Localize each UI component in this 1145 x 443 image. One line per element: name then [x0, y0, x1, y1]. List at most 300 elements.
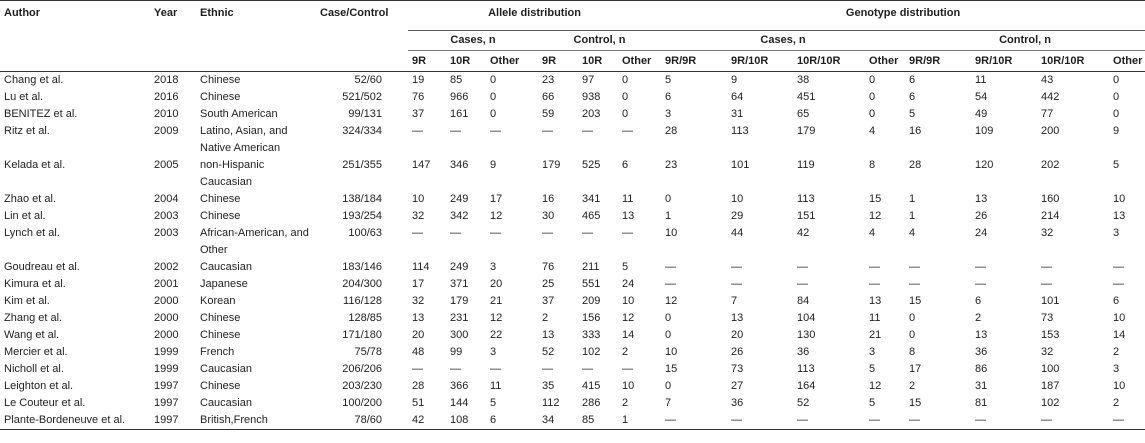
header-allele-control: Control, n — [538, 31, 661, 51]
author-cell: Lu et al. — [4, 91, 44, 103]
year-cell: 2001 — [154, 278, 179, 290]
value-cell: 12 — [490, 312, 503, 324]
value-cell: — — [412, 227, 423, 239]
value-cell: 966 — [450, 91, 469, 103]
value-cell: — — [542, 125, 553, 137]
value-cell: 179 — [797, 125, 816, 137]
value-cell: 1 — [909, 210, 916, 222]
case-control-cell: 116/128 — [343, 295, 382, 307]
author-cell: Kelada et al. — [4, 159, 66, 171]
value-cell: 300 — [450, 329, 469, 341]
value-cell: — — [1037, 412, 1109, 430]
value-cell: — — [869, 261, 881, 273]
value-cell: 73 — [1041, 312, 1054, 324]
value-cell: — — [582, 125, 593, 137]
value-cell: 85 — [450, 74, 463, 86]
value-cell: 0 — [869, 108, 876, 120]
value-cell: 151 — [797, 210, 816, 222]
author-cell: Zhao et al. — [4, 193, 56, 205]
value-cell: 15 — [909, 295, 922, 307]
value-cell: — — [1109, 412, 1145, 430]
value-cell: 0 — [909, 329, 916, 341]
author-cell: Kimura et al. — [4, 278, 66, 290]
author-cell: Goudreau et al. — [4, 261, 80, 273]
year-cell: 2002 — [154, 261, 179, 273]
value-cell: 102 — [1041, 397, 1060, 409]
value-cell: 32 — [1041, 227, 1054, 239]
value-cell: 211 — [582, 261, 600, 273]
value-cell: 0 — [1113, 74, 1120, 86]
value-cell: 22 — [490, 329, 503, 341]
value-cell: 3 — [490, 261, 497, 273]
value-cell: 5 — [1113, 159, 1120, 171]
value-cell: — — [622, 363, 633, 375]
case-control-cell: 75/78 — [354, 346, 382, 358]
value-cell: — — [793, 412, 865, 430]
value-cell: 3 — [1113, 363, 1120, 375]
case-control-cell: 193/254 — [342, 210, 382, 222]
col-header-allele: 9R — [538, 51, 578, 72]
value-cell: 32 — [1041, 346, 1054, 358]
value-cell: 28 — [665, 125, 678, 137]
value-cell: 10 — [1113, 312, 1126, 324]
value-cell: 11 — [622, 193, 634, 205]
value-cell: 1 — [909, 193, 916, 205]
value-cell: 7 — [665, 397, 672, 409]
value-cell: 13 — [542, 329, 555, 341]
author-cell: BENITEZ et al. — [4, 108, 78, 120]
value-cell: 31 — [731, 108, 744, 120]
value-cell: 104 — [797, 312, 816, 324]
value-cell: 81 — [975, 397, 988, 409]
value-cell: 14 — [622, 329, 635, 341]
year-cell: 2000 — [154, 295, 179, 307]
value-cell: 5 — [622, 261, 629, 273]
value-cell: 42 — [408, 412, 446, 430]
value-cell: 25 — [542, 278, 555, 290]
author-cell: Chang et al. — [4, 74, 64, 86]
value-cell: 144 — [450, 397, 469, 409]
value-cell: — — [1113, 278, 1125, 290]
ethnic-cell: Korean — [200, 295, 236, 307]
case-control-cell: 78/60 — [316, 412, 408, 430]
value-cell: 0 — [665, 312, 672, 324]
value-cell: 4 — [869, 125, 876, 137]
value-cell: — — [1041, 261, 1053, 273]
year-cell: 1997 — [154, 397, 179, 409]
value-cell: 6 — [975, 295, 982, 307]
author-cell: Kim et al. — [4, 295, 50, 307]
table-row — [0, 89, 1145, 106]
value-cell: 32 — [412, 210, 425, 222]
value-cell: 32 — [412, 295, 425, 307]
value-cell: 0 — [665, 193, 672, 205]
value-cell: 28 — [909, 159, 922, 171]
ethnic-cell: Chinese — [200, 312, 241, 324]
header-case-control: Case/Control — [316, 1, 408, 72]
value-cell: — — [542, 363, 553, 375]
value-cell: 109 — [975, 125, 994, 137]
author-cell: Plante-Bordeneuve et al. — [0, 412, 150, 430]
col-header-genotype: Other — [865, 51, 905, 72]
table-row — [0, 157, 1145, 191]
value-cell: 0 — [490, 91, 497, 103]
value-cell: — — [665, 261, 677, 273]
col-header-allele: 10R — [578, 51, 618, 72]
value-cell: 160 — [1041, 193, 1060, 205]
value-cell: 23 — [665, 159, 678, 171]
ethnic-cell: Latino, Asian, and Native American — [200, 125, 288, 154]
value-cell: 23 — [542, 74, 555, 86]
case-control-cell: 100/200 — [342, 397, 382, 409]
author-cell: Ritz et al. — [4, 125, 50, 137]
value-cell: 77 — [1041, 108, 1054, 120]
value-cell: 34 — [538, 412, 578, 430]
value-cell: 11 — [490, 380, 502, 392]
value-cell: 101 — [731, 159, 750, 171]
value-cell: 13 — [622, 210, 635, 222]
value-cell: 451 — [797, 91, 816, 103]
header-genotype-distribution: Genotype distribution — [661, 1, 1145, 31]
value-cell: 12 — [665, 295, 678, 307]
col-header-allele: 10R — [446, 51, 486, 72]
value-cell: 13 — [975, 193, 988, 205]
value-cell: — — [909, 278, 921, 290]
value-cell: 12 — [490, 210, 503, 222]
value-cell: 214 — [1041, 210, 1060, 222]
value-cell: 9 — [1113, 125, 1120, 137]
value-cell: — — [450, 363, 461, 375]
table-row — [0, 327, 1145, 344]
table-row — [0, 208, 1145, 225]
value-cell: — — [869, 278, 881, 290]
value-cell: 2 — [975, 312, 982, 324]
year-cell: 1999 — [154, 346, 179, 358]
value-cell: 97 — [582, 74, 595, 86]
value-cell: 19 — [412, 74, 425, 86]
author-cell: Nicholl et al. — [4, 363, 64, 375]
value-cell: 114 — [412, 261, 430, 273]
value-cell: 66 — [542, 91, 555, 103]
col-header-genotype: 9R/10R — [727, 51, 793, 72]
value-cell: 333 — [582, 329, 601, 341]
value-cell: 16 — [542, 193, 555, 205]
ethnic-cell: Japanese — [200, 278, 248, 290]
value-cell: 13 — [975, 329, 988, 341]
value-cell: 108 — [446, 412, 486, 430]
author-cell: Lynch et al. — [4, 227, 60, 239]
value-cell: 231 — [450, 312, 469, 324]
value-cell: 10 — [1113, 380, 1126, 392]
value-cell: 36 — [797, 346, 810, 358]
value-cell: 0 — [490, 108, 497, 120]
value-cell: 26 — [731, 346, 744, 358]
value-cell: — — [490, 363, 501, 375]
value-cell: 0 — [622, 108, 629, 120]
author-cell: Wang et al. — [4, 329, 60, 341]
value-cell: — — [622, 125, 633, 137]
value-cell: 0 — [869, 91, 876, 103]
value-cell: 203 — [582, 108, 601, 120]
value-cell: 17 — [412, 278, 425, 290]
value-cell: 6 — [909, 91, 916, 103]
value-cell: — — [797, 278, 809, 290]
value-cell: 59 — [542, 108, 555, 120]
value-cell: 11 — [869, 312, 881, 324]
value-cell: 346 — [450, 159, 469, 171]
value-cell: 3 — [665, 108, 672, 120]
value-cell: — — [665, 278, 677, 290]
value-cell: 24 — [975, 227, 988, 239]
header-year: Year — [150, 1, 196, 72]
value-cell: 12 — [622, 312, 635, 324]
value-cell: 179 — [542, 159, 561, 171]
table-row — [0, 395, 1145, 412]
ethnic-cell: Chinese — [200, 193, 241, 205]
value-cell: 13 — [1113, 210, 1126, 222]
header-author: Author — [0, 1, 150, 72]
value-cell: 52 — [797, 397, 810, 409]
value-cell: 6 — [622, 159, 629, 171]
value-cell: 14 — [1113, 329, 1126, 341]
value-cell: 15 — [909, 397, 922, 409]
value-cell: — — [971, 412, 1037, 430]
header-genotype-cases: Cases, n — [661, 31, 905, 51]
value-cell: 5 — [869, 397, 876, 409]
year-cell: 2000 — [154, 312, 179, 324]
ethnic-cell: non-Hispanic Caucasian — [200, 159, 265, 188]
value-cell: 2 — [622, 397, 629, 409]
value-cell: — — [622, 227, 633, 239]
value-cell: 112 — [542, 397, 560, 409]
col-header-genotype: 10R/10R — [1037, 51, 1109, 72]
case-control-cell: 521/502 — [342, 91, 382, 103]
value-cell: — — [412, 363, 423, 375]
value-cell: 153 — [1041, 329, 1060, 341]
value-cell: — — [797, 261, 809, 273]
value-cell: 179 — [450, 295, 469, 307]
case-control-cell: 100/63 — [348, 227, 382, 239]
value-cell: 37 — [412, 108, 425, 120]
value-cell: — — [865, 412, 905, 430]
value-cell: — — [731, 278, 743, 290]
ethnic-cell: British,French — [196, 412, 316, 430]
value-cell: 101 — [1041, 295, 1060, 307]
value-cell: 187 — [1041, 380, 1060, 392]
value-cell: 84 — [797, 295, 810, 307]
year-cell: 1997 — [154, 380, 179, 392]
value-cell: 10 — [622, 380, 635, 392]
header-allele-distribution: Allele distribution — [408, 1, 661, 31]
year-cell: 2010 — [154, 108, 179, 120]
table-row — [0, 344, 1145, 361]
value-cell: 0 — [909, 312, 916, 324]
value-cell: 202 — [1041, 159, 1060, 171]
value-cell: 3 — [490, 346, 497, 358]
value-cell: 119 — [797, 159, 815, 171]
table-row — [0, 72, 1145, 90]
value-cell: 42 — [797, 227, 810, 239]
value-cell: 35 — [542, 380, 555, 392]
value-cell: 100 — [1041, 363, 1060, 375]
value-cell: 5 — [909, 108, 916, 120]
year-cell: 2004 — [154, 193, 179, 205]
case-control-cell: 128/85 — [348, 312, 382, 324]
value-cell: 2 — [1113, 346, 1120, 358]
value-cell: 415 — [582, 380, 601, 392]
value-cell: 6 — [909, 74, 916, 86]
value-cell: 209 — [582, 295, 601, 307]
value-cell: 0 — [665, 329, 672, 341]
case-control-cell: 203/230 — [342, 380, 382, 392]
value-cell: 2 — [1113, 397, 1120, 409]
value-cell: 21 — [869, 329, 882, 341]
author-cell: Le Couteur et al. — [4, 397, 86, 409]
value-cell: 27 — [731, 380, 744, 392]
value-cell: 17 — [490, 193, 503, 205]
value-cell: — — [412, 125, 423, 137]
col-header-genotype: 9R/10R — [971, 51, 1037, 72]
value-cell: — — [727, 412, 793, 430]
value-cell: — — [542, 227, 553, 239]
value-cell: — — [1041, 278, 1053, 290]
value-cell: 4 — [869, 227, 876, 239]
value-cell: — — [490, 227, 501, 239]
value-cell: 0 — [665, 380, 672, 392]
value-cell: 20 — [412, 329, 425, 341]
value-cell: 15 — [869, 193, 882, 205]
value-cell: 13 — [412, 312, 425, 324]
value-cell: 0 — [622, 74, 629, 86]
value-cell: 99 — [450, 346, 463, 358]
value-cell: 4 — [909, 227, 916, 239]
value-cell: 1 — [665, 210, 672, 222]
year-cell: 2016 — [154, 91, 179, 103]
value-cell: 9 — [490, 159, 497, 171]
value-cell: 20 — [731, 329, 744, 341]
value-cell: 28 — [412, 380, 425, 392]
value-cell: 2 — [542, 312, 549, 324]
table-row — [0, 259, 1145, 276]
value-cell: 48 — [412, 346, 425, 358]
value-cell: 44 — [731, 227, 744, 239]
value-cell: 29 — [731, 210, 744, 222]
value-cell: — — [905, 412, 971, 430]
value-cell: 49 — [975, 108, 988, 120]
value-cell: 30 — [542, 210, 555, 222]
value-cell: 36 — [731, 397, 744, 409]
header-allele-cases: Cases, n — [408, 31, 538, 51]
value-cell: 0 — [1113, 91, 1120, 103]
value-cell: 10 — [622, 295, 635, 307]
year-cell: 2009 — [154, 125, 179, 137]
value-cell: — — [1113, 261, 1125, 273]
value-cell: 76 — [412, 91, 425, 103]
value-cell: 52 — [542, 346, 555, 358]
value-cell: 21 — [490, 295, 503, 307]
value-cell: 17 — [909, 363, 922, 375]
value-cell: 76 — [542, 261, 555, 273]
value-cell: 86 — [975, 363, 988, 375]
value-cell: 38 — [797, 74, 810, 86]
value-cell: 6 — [486, 412, 538, 430]
value-cell: — — [450, 125, 461, 137]
ethnic-cell: Caucasian — [200, 397, 252, 409]
value-cell: 164 — [797, 380, 816, 392]
value-cell: 3 — [1113, 227, 1120, 239]
ethnic-cell: Chinese — [200, 74, 241, 86]
value-cell: 51 — [412, 397, 425, 409]
value-cell: — — [975, 278, 987, 290]
author-cell: Leighton et al. — [4, 380, 74, 392]
table-row — [0, 106, 1145, 123]
year-cell: 1999 — [154, 363, 179, 375]
value-cell: 1 — [618, 412, 661, 430]
case-control-cell: 52/60 — [354, 74, 382, 86]
value-cell: 0 — [869, 74, 876, 86]
ethnic-cell: Chinese — [200, 210, 241, 222]
value-cell: 12 — [869, 210, 882, 222]
value-cell: 10 — [665, 227, 678, 239]
ethnic-cell: Chinese — [200, 329, 241, 341]
col-header-genotype: 10R/10R — [793, 51, 865, 72]
value-cell: 31 — [975, 380, 988, 392]
table-row — [0, 191, 1145, 208]
value-cell: — — [582, 227, 593, 239]
value-cell: 37 — [542, 295, 555, 307]
header-genotype-control: Control, n — [905, 31, 1145, 51]
value-cell: 73 — [731, 363, 744, 375]
value-cell: 147 — [412, 159, 431, 171]
value-cell: 113 — [731, 125, 749, 137]
value-cell: 525 — [582, 159, 601, 171]
value-cell: 20 — [490, 278, 503, 290]
value-cell: 10 — [1113, 193, 1126, 205]
value-cell: 286 — [582, 397, 601, 409]
value-cell: 0 — [1113, 108, 1120, 120]
value-cell: 2 — [622, 346, 629, 358]
case-control-cell: 99/131 — [348, 108, 382, 120]
col-header-genotype: 9R/9R — [905, 51, 971, 72]
value-cell: 7 — [731, 295, 738, 307]
value-cell: 156 — [582, 312, 601, 324]
table-row — [0, 412, 1145, 430]
table-row — [0, 378, 1145, 395]
value-cell: 5 — [490, 397, 497, 409]
value-cell: 10 — [412, 193, 425, 205]
value-cell: — — [975, 261, 987, 273]
value-cell: 13 — [731, 312, 744, 324]
table-row — [0, 276, 1145, 293]
year-cell: 2003 — [154, 227, 179, 239]
value-cell: 0 — [490, 74, 497, 86]
value-cell: 3 — [869, 346, 876, 358]
value-cell: 54 — [975, 91, 988, 103]
value-cell: 161 — [450, 108, 469, 120]
value-cell: 13 — [869, 295, 882, 307]
value-cell: 113 — [797, 363, 815, 375]
value-cell: 200 — [1041, 125, 1060, 137]
value-cell: 11 — [975, 74, 987, 86]
value-cell: 10 — [731, 193, 744, 205]
case-control-cell: 324/334 — [342, 125, 382, 137]
year-cell: 1997 — [150, 412, 196, 430]
table-row — [0, 293, 1145, 310]
value-cell: 8 — [869, 159, 876, 171]
value-cell: 551 — [582, 278, 601, 290]
col-header-genotype: 9R/9R — [661, 51, 727, 72]
value-cell: 371 — [450, 278, 469, 290]
